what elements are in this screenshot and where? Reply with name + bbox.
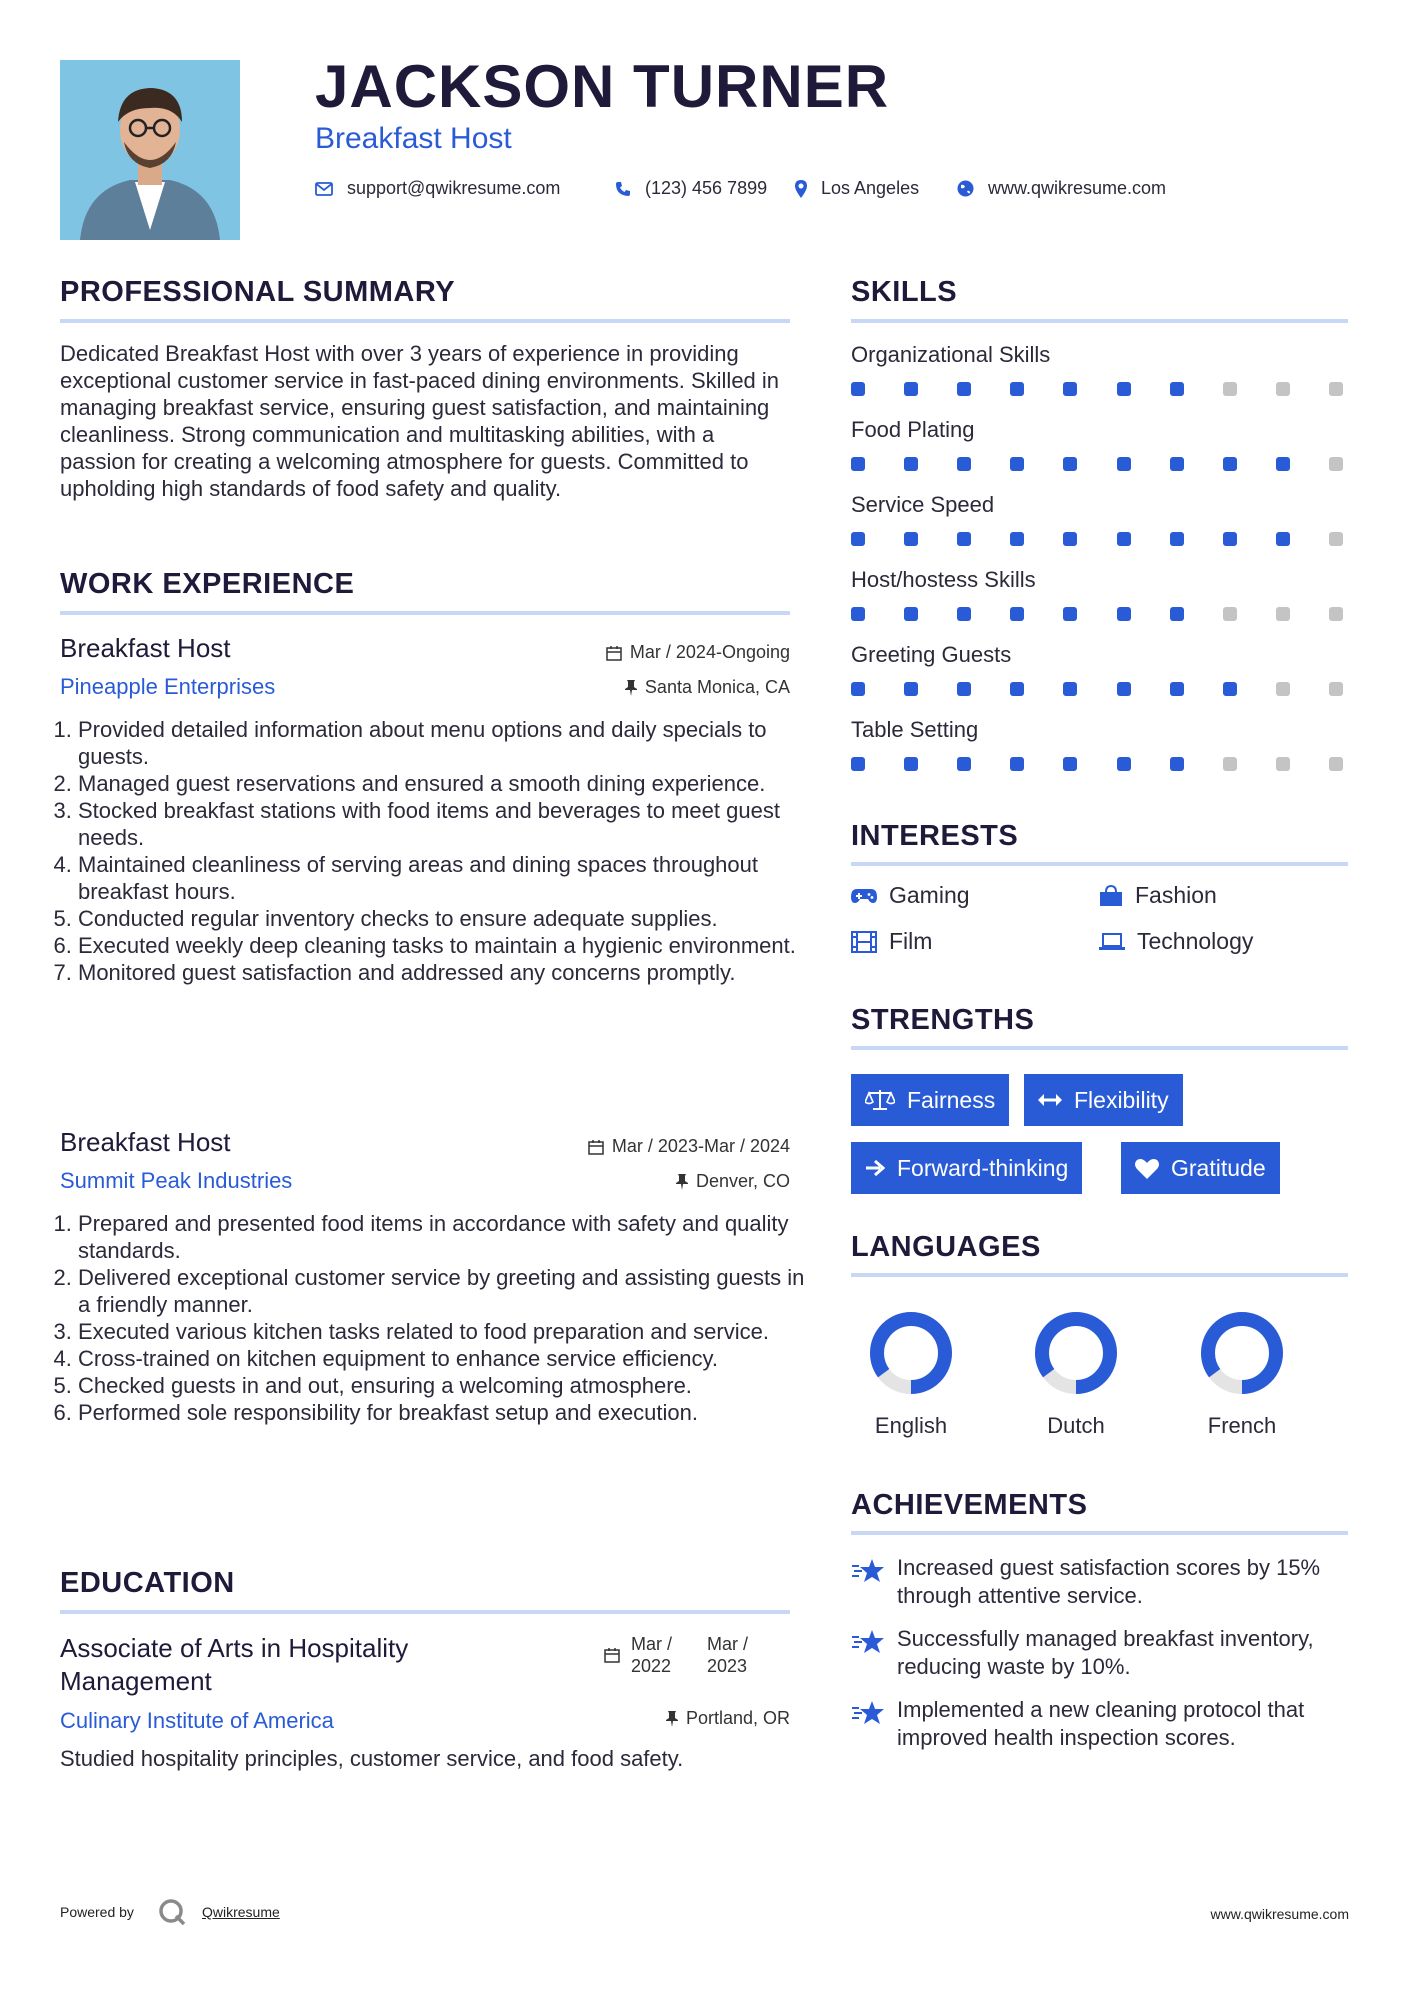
edu-location [480,1708,790,1729]
skill-dot-filled [1063,682,1077,696]
list-item: 6. Performed sole responsibility for breakfast setup and execution. [78,1399,818,1426]
star-icon [851,1558,885,1584]
phone-icon [615,181,631,197]
pushpin-icon [676,1174,688,1190]
skill-dot-filled [957,757,971,771]
balance-scale-icon [865,1088,895,1112]
achievement-item [851,1696,1348,1752]
skill-dot-filled [1010,532,1024,546]
star-icon [851,1700,885,1726]
edu-start-date: Mar / 2022 [631,1634,673,1676]
skill-label: Host/hostess Skills [851,567,1036,592]
achievement-text: Successfully managed breakfast inventory, reducing waste by 10%. [897,1626,1314,1679]
job-bullets [60,716,808,986]
skill-dot-filled [851,382,865,396]
list-item: 4. Cross-trained on kitchen equipment to enhance service efficiency. [78,1345,818,1372]
skill-dot-filled [1170,607,1184,621]
skill-dot-filled [904,682,918,696]
skill-dot-empty [1329,757,1343,771]
job-bullets [60,1210,818,1426]
skill-dot-empty [1329,607,1343,621]
skill-dot-filled [1010,607,1024,621]
skill-dot-empty [1329,457,1343,471]
skill-dot-filled [1170,532,1184,546]
skill-dot-filled [904,382,918,396]
skill-dot-filled [1170,757,1184,771]
achievements-divider [851,1531,1348,1535]
job-dates-text: Mar / 2024-Ongoing [629,642,790,662]
skill-dot-filled [1223,457,1237,471]
achievement-item [851,1554,1348,1610]
languages-heading: LANGUAGES [851,1231,1041,1263]
laptop-icon [1099,932,1125,952]
skill-dot-filled [957,532,971,546]
interest-label: Technology [1137,928,1254,954]
degree-line-2: Management [60,1666,212,1696]
skill-dot-filled [1063,382,1077,396]
job-title: Breakfast Host [60,1127,231,1157]
candidate-title: Breakfast Host [315,122,512,155]
edu-description: Studied hospitality principles, customer service, and food safety. [60,1746,684,1771]
skill-label: Greeting Guests [851,642,1012,667]
language-label: English [874,1413,948,1438]
list-item: 1. Prepared and presented food items in accordance with safety and quality standards. [78,1210,818,1264]
experience-divider [60,611,790,615]
list-item: 2. Managed guest reservations and ensured a smooth dining experience. [78,770,808,797]
skill-dot-filled [851,682,865,696]
strength-label: Flexibility [1074,1086,1169,1113]
strength-label: Forward-thinking [897,1154,1069,1181]
job-dates-text: Mar / 2023-Mar / 2024 [611,1136,790,1156]
summary-divider [60,319,790,323]
skill-dot-filled [1117,607,1131,621]
interests-divider [851,862,1348,866]
skill-dot-filled [1010,682,1024,696]
skill-dot-filled [1117,682,1131,696]
list-item: 3. Executed various kitchen tasks related to food preparation and service. [78,1318,818,1345]
achievement-text: Increased guest satisfaction scores by 15% through attentive service. [897,1555,1321,1608]
skill-dot-filled [1223,532,1237,546]
email-text: support@qwikresume.com [347,178,561,198]
summary-text: Dedicated Breakfast Host with over 3 years of experience in providing exceptional customer service in fast-paced dining environments. Skilled in managing breakfast service, ensuring guest satisfaction, and maintaining cleanliness. Strong communication and multitasking abilities, with a passion for creating a welcoming atmosphere for guests. Committed to upholding high standards of food safety and quality. [60,341,780,501]
skill-dot-empty [1329,532,1343,546]
skill-label: Table Setting [851,717,979,742]
skill-dot-filled [1170,682,1184,696]
language-label: Dutch [1047,1413,1105,1438]
list-item: 7. Monitored guest satisfaction and addressed any concerns promptly. [78,959,808,986]
interest-gaming [851,882,970,909]
education-heading: EDUCATION [60,1567,235,1599]
language-ring [1197,1308,1287,1398]
interest-fashion [1099,882,1217,909]
calendar-icon [604,1647,620,1663]
job-location [480,1171,790,1192]
list-item: 6. Executed weekly deep cleaning tasks to maintain a hygienic environment. [78,932,808,959]
skill-dot-filled [1010,457,1024,471]
job-company: Summit Peak Industries [60,1168,293,1193]
shopping-bag-icon [1099,885,1123,907]
pushpin-icon [666,1711,678,1727]
globe-icon [957,180,974,197]
achievement-item [851,1625,1348,1681]
skill-dot-filled [1276,457,1290,471]
interest-technology [1099,928,1253,955]
skill-dot-filled [904,457,918,471]
skill-dot-empty [1223,382,1237,396]
strength-badge-fairness [851,1074,1009,1126]
skill-dot-filled [1117,457,1131,471]
website-text: www.qwikresume.com [988,178,1167,198]
skill-dot-filled [904,757,918,771]
arrows-horizontal-icon [1038,1093,1062,1107]
skill-dot-filled [957,682,971,696]
skill-dot-filled [1010,382,1024,396]
skill-dot-filled [1063,757,1077,771]
arrow-right-icon [865,1159,885,1177]
skill-dot-filled [851,757,865,771]
skill-label: Organizational Skills [851,342,1051,367]
skill-dot-filled [1223,682,1237,696]
summary-heading: PROFESSIONAL SUMMARY [60,276,456,308]
language-ring [1031,1308,1121,1398]
skill-dot-filled [851,457,865,471]
film-icon [851,931,877,953]
skill-dot-empty [1276,757,1290,771]
location-text: Los Angeles [821,178,920,198]
phone-text: (123) 456 7899 [645,178,768,198]
contact-email[interactable] [315,178,560,199]
skill-dot-filled [851,532,865,546]
job-location-text: Denver, CO [695,1171,790,1191]
footer-powered-by: Powered by [60,1904,134,1920]
list-item: 1. Provided detailed information about menu options and daily specials to guests. [78,716,808,770]
skill-rating [851,757,1343,771]
list-item: 5. Checked guests in and out, ensuring a welcoming atmosphere. [78,1372,818,1399]
school-name: Culinary Institute of America [60,1708,334,1733]
calendar-icon [588,1139,604,1155]
job-dates [480,642,790,663]
skill-dot-filled [1063,532,1077,546]
achievement-text: Implemented a new cleaning protocol that improved health inspection scores. [897,1697,1305,1750]
degree-line-1: Associate of Arts in Hospitality [60,1633,409,1663]
skill-dot-empty [1223,757,1237,771]
skill-rating [851,457,1343,471]
skill-rating [851,382,1343,396]
list-item: 2. Delivered exceptional customer service by greeting and assisting guests in a friendly manner. [78,1264,818,1318]
heart-icon [1135,1158,1159,1179]
achievements-heading: ACHIEVEMENTS [851,1489,1088,1521]
job-title: Breakfast Host [60,633,231,663]
skill-dot-filled [1170,382,1184,396]
skill-dot-filled [957,382,971,396]
profile-photo [60,60,240,240]
strength-label: Fairness [907,1086,996,1113]
skill-dot-filled [1117,532,1131,546]
job-dates [480,1136,790,1157]
star-icon [851,1629,885,1655]
interest-label: Film [889,928,933,954]
degree-title [60,1632,408,1698]
calendar-icon [606,645,622,661]
skill-dot-filled [1063,457,1077,471]
job-location [480,677,790,698]
skill-dot-empty [1329,382,1343,396]
skill-dot-filled [1276,532,1290,546]
skill-dot-filled [1170,457,1184,471]
qwikresume-logo-icon [158,1898,186,1926]
gamepad-icon [851,888,877,904]
list-item: 3. Stocked breakfast stations with food items and beverages to meet guest needs. [78,797,808,851]
languages-divider [851,1273,1348,1277]
skill-dot-filled [1063,607,1077,621]
skill-dot-filled [851,607,865,621]
skill-dot-filled [904,532,918,546]
interest-label: Fashion [1135,882,1217,908]
skill-label: Food Plating [851,417,975,442]
strengths-heading: STRENGTHS [851,1004,1035,1036]
strength-label: Gratitude [1171,1154,1266,1181]
skill-dot-filled [1117,757,1131,771]
skill-dot-empty [1329,682,1343,696]
strength-badge-gratitude [1121,1142,1280,1194]
edu-location-text: Portland, OR [685,1708,790,1728]
skill-dot-empty [1276,382,1290,396]
list-item: 4. Maintained cleanliness of serving areas and dining spaces throughout breakfast hours. [78,851,808,905]
contact-phone[interactable] [615,178,767,199]
skill-label: Service Speed [851,492,995,517]
skills-heading: SKILLS [851,276,958,308]
education-divider [60,1610,790,1614]
language-ring [866,1308,956,1398]
skill-rating [851,532,1343,546]
interest-label: Gaming [889,882,970,908]
experience-heading: WORK EXPERIENCE [60,568,355,600]
footer-brand-link[interactable]: Qwikresume [202,1904,280,1920]
map-pin-icon [795,180,807,198]
skill-dot-filled [957,457,971,471]
job-company: Pineapple Enterprises [60,674,276,699]
skill-dot-empty [1276,607,1290,621]
skill-dot-filled [1117,382,1131,396]
interests-heading: INTERESTS [851,820,1019,852]
contact-location [795,178,919,199]
skill-dot-filled [957,607,971,621]
pushpin-icon [625,680,637,696]
strengths-divider [851,1046,1348,1050]
skill-dot-empty [1276,682,1290,696]
envelope-icon [315,182,333,196]
skill-dot-filled [904,607,918,621]
edu-end-date: Mar / 2023 [707,1634,749,1676]
contact-website[interactable] [957,178,1166,199]
skill-dot-empty [1223,607,1237,621]
skill-rating [851,682,1343,696]
strength-badge-forward-thinking [851,1142,1082,1194]
skill-dot-filled [1010,757,1024,771]
list-item: 5. Conducted regular inventory checks to ensure adequate supplies. [78,905,808,932]
footer-site[interactable]: www.qwikresume.com [1210,1906,1349,1922]
candidate-name: JACKSON TURNER [315,53,890,120]
skill-rating [851,607,1343,621]
job-location-text: Santa Monica, CA [644,677,790,697]
language-label: French [1207,1413,1277,1438]
interest-film [851,928,932,955]
skills-divider [851,319,1348,323]
strength-badge-flexibility [1024,1074,1183,1126]
